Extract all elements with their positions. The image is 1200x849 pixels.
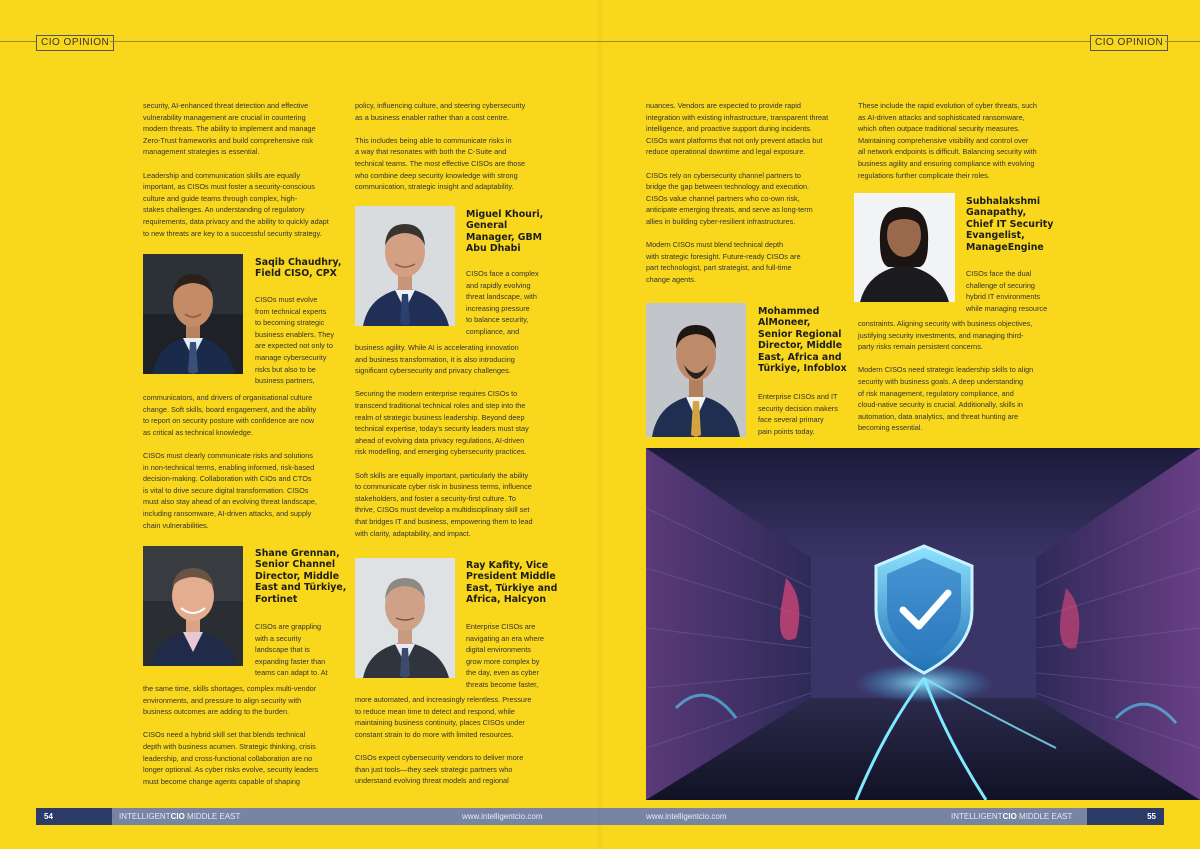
website-url[interactable]: www.intelligentcio.com (646, 812, 727, 821)
article-column-2 (355, 100, 560, 204)
wrap-text (758, 391, 853, 449)
paragraph: Modern CISOs need strategic leadership skills to align security with business goals. A deep understanding of risk management, regulatory compliance, and cloud-native security is crucial. Additionally, skills in automation, data analytics, and threat hunting are becoming essential. (858, 365, 1034, 433)
paragraph: Enterprise CISOs are navigating an era where digital environments grow more complex by the day, even as cyber threats become faster, (466, 622, 544, 689)
paragraph: policy, influencing culture, and steering cybersecurity as a business enabler rather than a cost centre. (355, 101, 526, 122)
speaker-name-saqib: Saqib Chaudhry, Field CISO, CPX (255, 257, 342, 280)
cybersecurity-shield-illustration (646, 448, 1200, 800)
paragraph: CISOs rely on cybersecurity channel partners to bridge the gap between technology and execution. CISOs value channel partners who co-own risk, anticipate emerging threats, and serve as long-term allies in building cyber-resilient infrastructures. (646, 170, 813, 226)
speaker-name-miguel: Miguel Khouri, General Manager, GBM Abu Dhabi (466, 209, 544, 255)
publication-brand (951, 808, 1072, 825)
paragraph: CISOs need a hybrid skill set that blends technical depth with business acumen. Strategic thinking, crisis leadership, and cross-functional collaboration are no longer optional. As cyber risks evolve, security leaders must become change agents capable of shaping (143, 730, 319, 786)
paragraph: CISOs face a complex and rapidly evolving threat landscape, with increasing pressure to balance security, compliance, and (466, 269, 539, 336)
article-column-2-cont (355, 342, 560, 551)
paragraph: communicators, and drivers of organisational culture change. Soft skills, board engagement, and the ability to report on security posture with confidence are now as critical as technical knowledge. (143, 393, 317, 437)
paragraph: business agility. While AI is accelerating innovation and business transformation, it is also introducing significant cybersecurity and privacy challenges. (355, 343, 519, 376)
portrait-miguel-khouri (355, 206, 455, 326)
header-rule (110, 41, 600, 42)
brand-bold: CIO (170, 812, 185, 821)
paragraph: CISOs expect cybersecurity vendors to deliver more than just tools—they seek strategic partners who understand evolving threat models and regional (355, 752, 524, 786)
section-label: CIO OPINION (36, 35, 114, 51)
paragraph: Securing the modern enterprise requires CISOs to transcend traditional technical roles and step into the realm of strategic business leadership. Beyond deep technical expertise, today's security leaders must stay ahead of evolving data privacy regulations, AI-driven risk modelling, and emerging cybersecurity practices. (355, 389, 529, 457)
brand-bold: CIO (1002, 812, 1017, 821)
brand-text: INTELLIGENT (119, 812, 171, 821)
speaker-name-subhalakshmi: Subhalakshmi Ganapathy, Chief IT Security Evangelist, ManageEngine (966, 196, 1054, 253)
article-column-4-cont (858, 318, 1068, 446)
paragraph: more automated, and increasingly relentless. Pressure to reduce mean time to detect and respond, while maintaining business continuity, places CISOs under constant strain to do more with limited resources. (355, 695, 532, 739)
article-column-3 (646, 100, 851, 297)
header-rule (0, 41, 36, 42)
portrait-subhalakshmi-ganapathy (854, 193, 955, 302)
paragraph: the same time, skills shortages, complex multi-vendor environments, and pressure to align security with business outcomes are adding to the burden. (143, 684, 317, 717)
paragraph: CISOs must evolve from technical experts to becoming strategic business enablers. They are expected not only to manage cybersecurity risks but also to be business partners, (255, 295, 334, 386)
header-rule (1165, 41, 1200, 42)
section-label: CIO OPINION (1090, 35, 1168, 51)
wrap-text (466, 621, 561, 702)
article-column-1-cont (143, 392, 348, 543)
paragraph: CISOs must clearly communicate risks and solutions in non-technical terms, enabling informed, risk-based decision-making. Collaboration with CIOs and CTOs is vital to drive secure digital transformation. CISOs must also stay ahead of an evolving threat landscape, including ransomware, AI-driven attacks, and supply chain vulnerabilities. (143, 450, 318, 530)
wrap-text (255, 294, 350, 398)
speaker-name-shane: Shane Grennan, Senior Channel Director, Middle East and Türkiye, Fortinet (255, 548, 347, 605)
paragraph: Modern CISOs must blend technical depth with strategic foresight. Future-ready CISOs are part technologist, part strategist, and full-time change agents. (646, 240, 801, 284)
paragraph: This includes being able to communicate risks in a way that resonates with both the C-Suite and technical teams. The most effective CISOs are those who combine deep security knowledge with strong communication, strategic insight and adaptability. (355, 135, 526, 192)
article-column-1-end (143, 683, 348, 799)
brand-text: MIDDLE EAST (184, 812, 241, 821)
paragraph: nuances. Vendors are expected to provide rapid integration with existing infrastructure, transparent threat intelligence, and proactive support during incidents. CISOs want platforms that not only prevent attacks but reduce operational downtime and legal exposure. (646, 101, 829, 157)
portrait-shane-grennan (143, 546, 243, 666)
paragraph: CISOs are grappling with a security landscape that is expanding faster than teams can adapt to. At (255, 622, 328, 678)
speaker-name-mohammed: Mohammed AlMoneer, Senior Regional Director, Middle East, Africa and Türkiye, Infoblox (758, 306, 847, 375)
page-number: 54 (36, 808, 112, 825)
article-column-1 (143, 100, 348, 251)
brand-text: MIDDLE EAST (1016, 812, 1073, 821)
header-rule (600, 41, 1090, 42)
paragraph: CISOs face the dual challenge of securing hybrid IT environments while managing resource (966, 269, 1048, 313)
paragraph: security, AI-enhanced threat detection and effective vulnerability management are crucial in countering modern threats. The ability to implement and manage Zero-Trust frameworks and build comprehensive risk management strategies is essential. (143, 101, 316, 157)
paragraph: These include the rapid evolution of cyber threats, such as AI-driven attacks and sophisticated ransomware, which often outpace traditional security measures. Maintaining comprehensive visibility and control over all network endpoints is difficult. Balancing security with business agility and ensuring compliance with evolving regulations further complicate their roles. (858, 101, 1037, 180)
paragraph: Leadership and communication skills are equally important, as CISOs must foster a security-conscious culture and guide teams through complex, high- stakes challenges. An understanding of regulatory requirements, data privacy and the ability to quickly adapt to new threats are key to a successful security strategy. (143, 170, 329, 238)
portrait-ray-kafity (355, 558, 455, 678)
publication-brand (119, 808, 240, 825)
article-column-4 (858, 100, 1068, 193)
speaker-name-ray: Ray Kafity, Vice President Middle East, Türkiye and Africa, Halcyon (466, 560, 558, 606)
paragraph: Soft skills are equally important, particularly the ability to communicate cyber risk in business terms, influence stakeholders, and foster a security-first culture. To thrive, CISOs must develop a multidisciplinary skill set that bridges IT and business, empowering them to lead with clarity, adaptability, and impact. (355, 470, 533, 538)
paragraph: Enterprise CISOs and IT security decision makers face several primary pain points today. (758, 392, 838, 436)
website-url[interactable]: www.intelligentcio.com (462, 812, 543, 821)
page-number: 55 (1087, 808, 1164, 825)
brand-text: INTELLIGENT (951, 812, 1003, 821)
wrap-text (255, 621, 350, 691)
article-column-2-end (355, 694, 560, 798)
wrap-text (466, 268, 561, 349)
paragraph: constraints. Aligning security with business objectives, justifying security investments, and managing third- party risks remain persistent concerns. (858, 319, 1033, 352)
portrait-mohammed-almoneer (646, 303, 746, 437)
portrait-saqib-chaudhry (143, 254, 243, 374)
